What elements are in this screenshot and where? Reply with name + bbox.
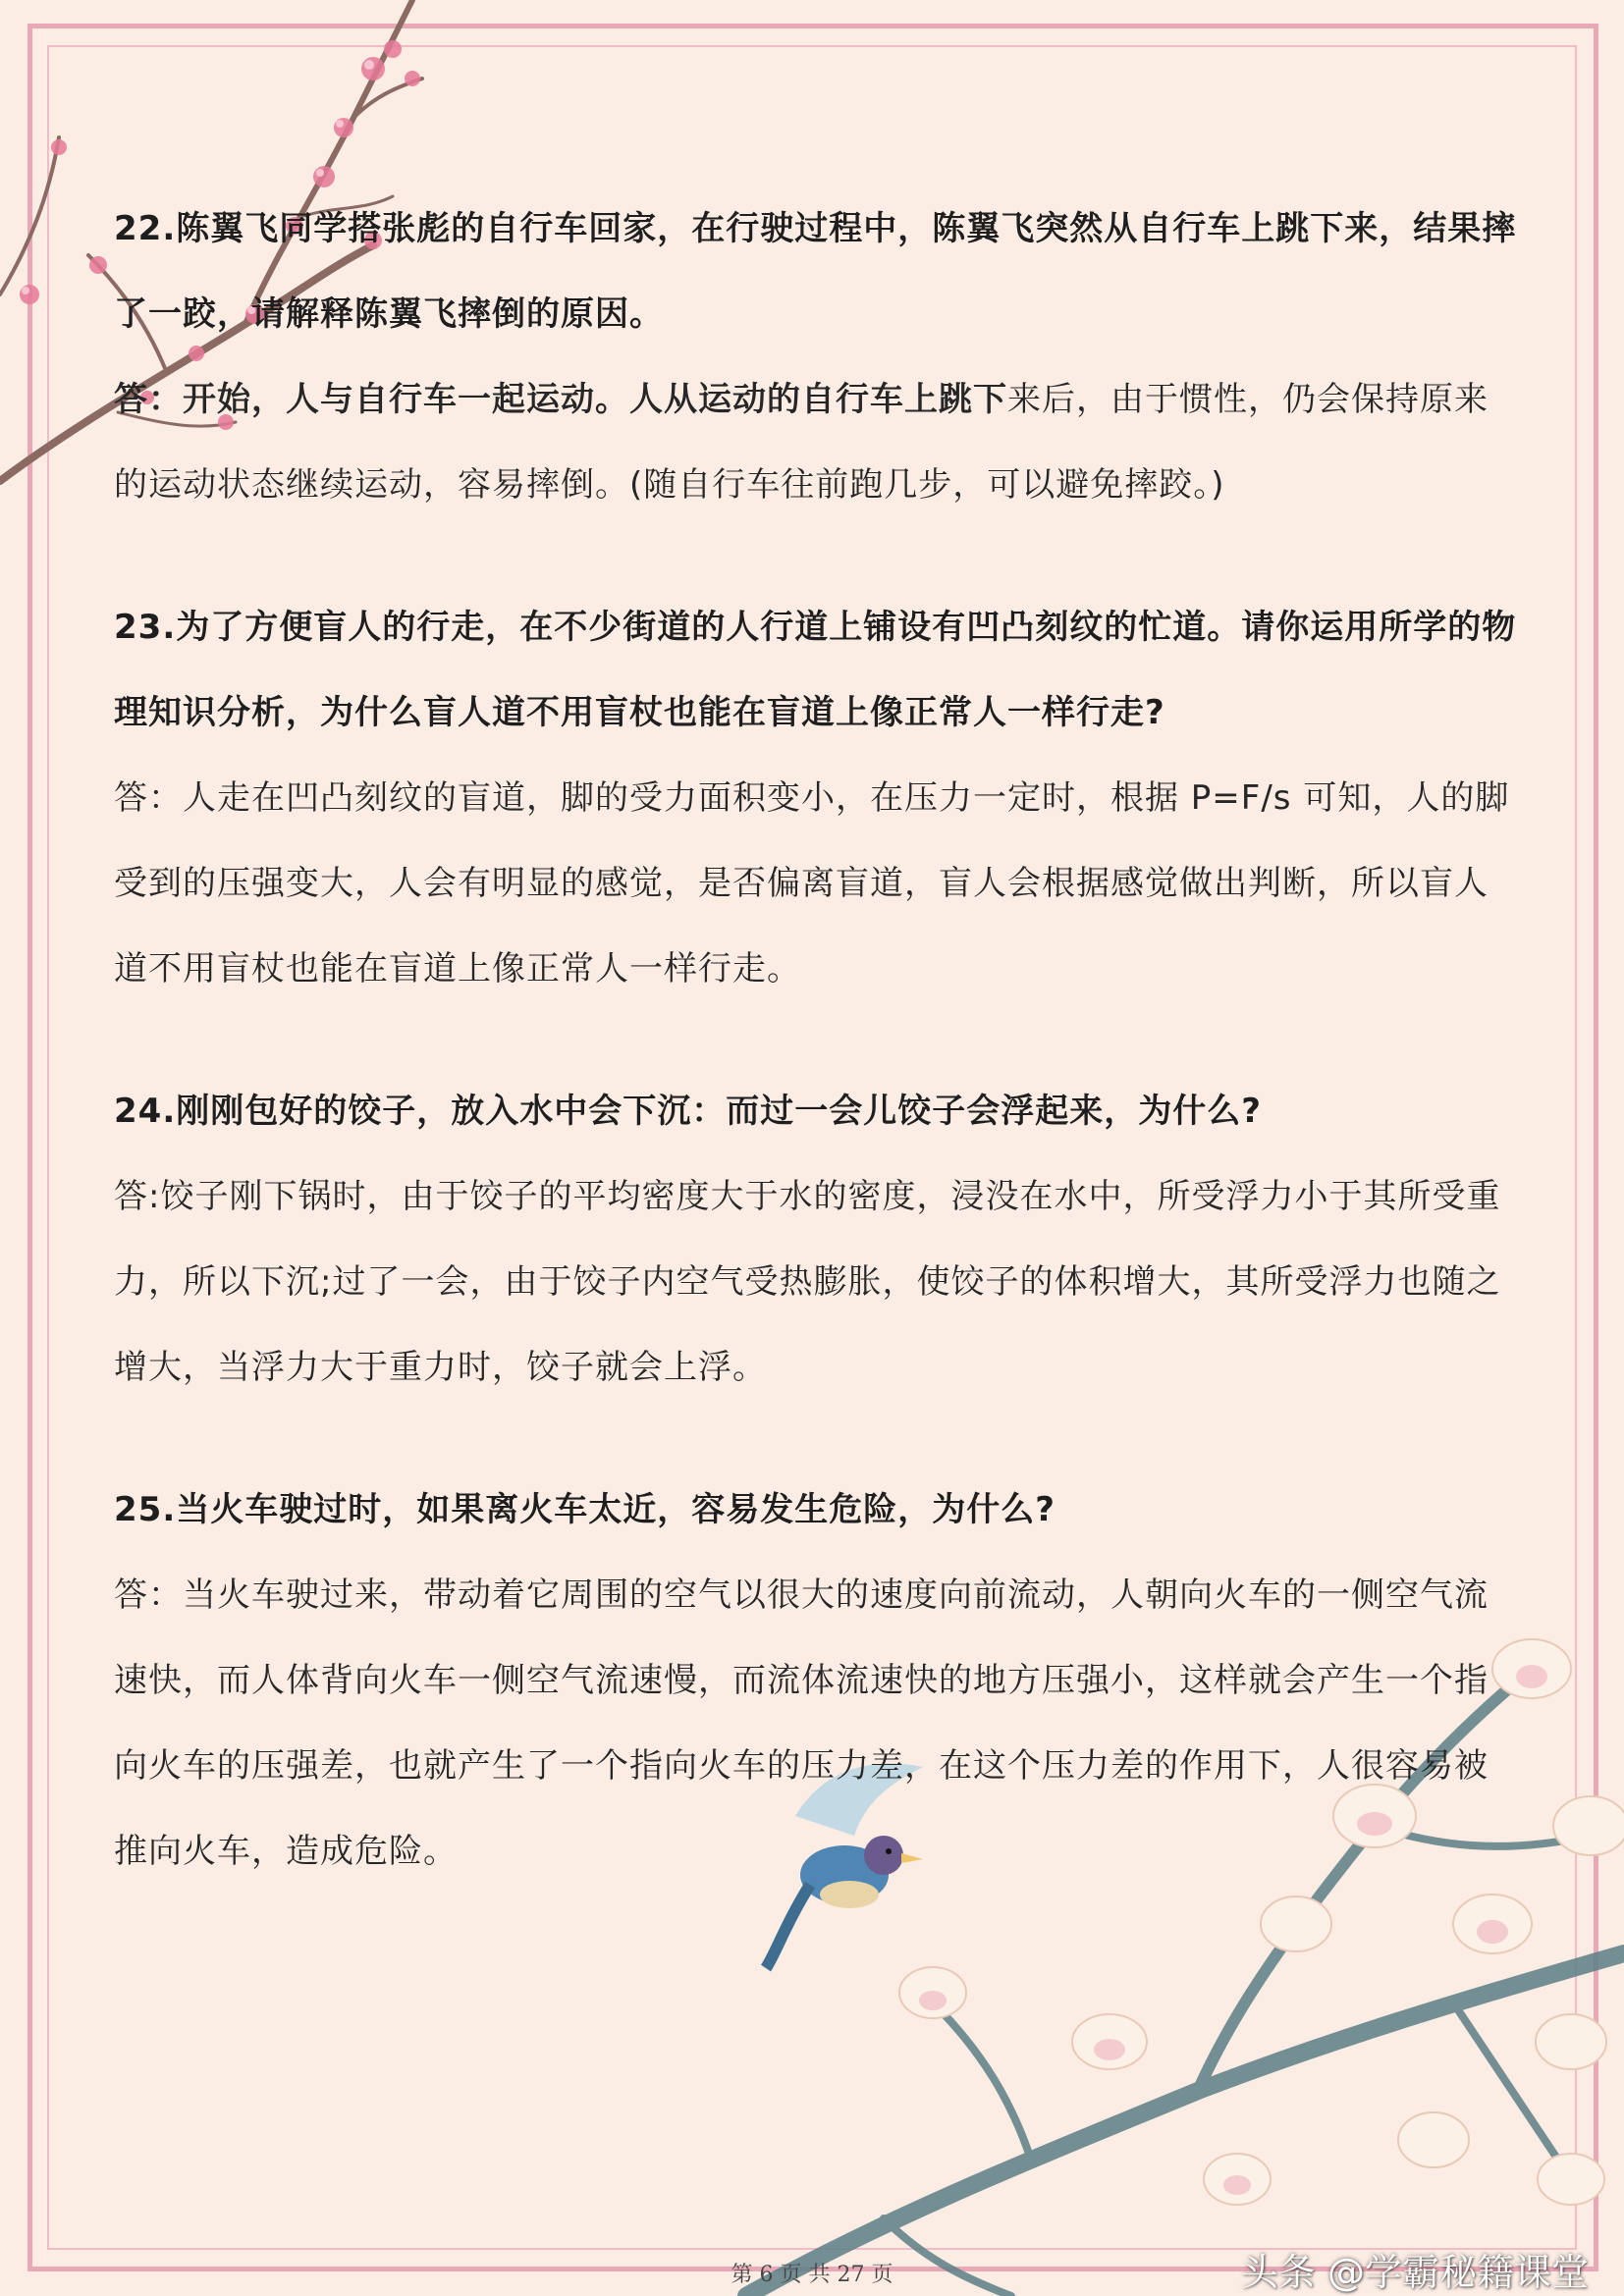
question-text: 22.陈翼飞同学搭张彪的自行车回家，在行驶过程中，陈翼飞突然从自行车上跳下来，结果摔了一跤，请解释陈翼飞摔倒的原因。 [114,209,1517,334]
question-22 [114,187,1518,528]
question-24 [114,1069,1518,1411]
answer-text [114,357,1518,528]
answer-text: 答：当火车驶过来，带动着它周围的空气以很大的速度向前流动，人朝向火车的一侧空气流速快，而人体背向火车一侧空气流速慢，而流体流速快的地方压强小，这样就会产生一个指向火车的压强差，也就产生了一个指向火车的压力差，在这个压力差的作用下，人很容易被推向火车，造成危险。 [114,1575,1489,1871]
watermark: 头条 @学霸秘籍课堂 [1240,2251,1589,2294]
question-text: 23.为了方便盲人的行走，在不少街道的人行道上铺设有凹凸刻纹的忙道。请你运用所学的物理知识分析，为什么盲人道不用盲杖也能在盲道上像正常人一样行走? [114,608,1517,732]
page-number: 第 6 页 共 27 页 [731,2263,893,2287]
answer-bold-part: 答：开始，人与自行车一起运动。人从运动的自行车上跳下 [114,380,1007,419]
question-text: 25.当火车驶过时，如果离火车太近，容易发生危险，为什么? [114,1490,1056,1529]
answer-text: 答：人走在凹凸刻纹的盲道，脚的受力面积变小，在压力一定时，根据 P=F/s 可知，人的脚受到的压强变大，人会有明显的感觉，是否偏离盲道，盲人会根据感觉做出判断，所以盲人道不用盲杖也能在盲道上像正常人一样行走。 [114,778,1510,988]
main-content [114,187,1518,1951]
question-25 [114,1468,1518,1895]
answer-rest: 来后，由于惯性，仍会保持原来的运动状态继续运动，容易摔倒。(随自行车往前跑几步，可以避免摔跤。) [114,380,1489,505]
question-text: 24.刚刚包好的饺子，放入水中会下沉：而过一会儿饺子会浮起来，为什么? [114,1092,1262,1131]
answer-text: 答:饺子刚下锅时，由于饺子的平均密度大于水的密度，浸没在水中，所受浮力小于其所受重力，所以下沉;过了一会，由于饺子内空气受热膨胀，使饺子的体积增大，其所受浮力也随之增大，当浮力大于重力时，饺子就会上浮。 [114,1177,1501,1387]
question-23 [114,585,1518,1012]
